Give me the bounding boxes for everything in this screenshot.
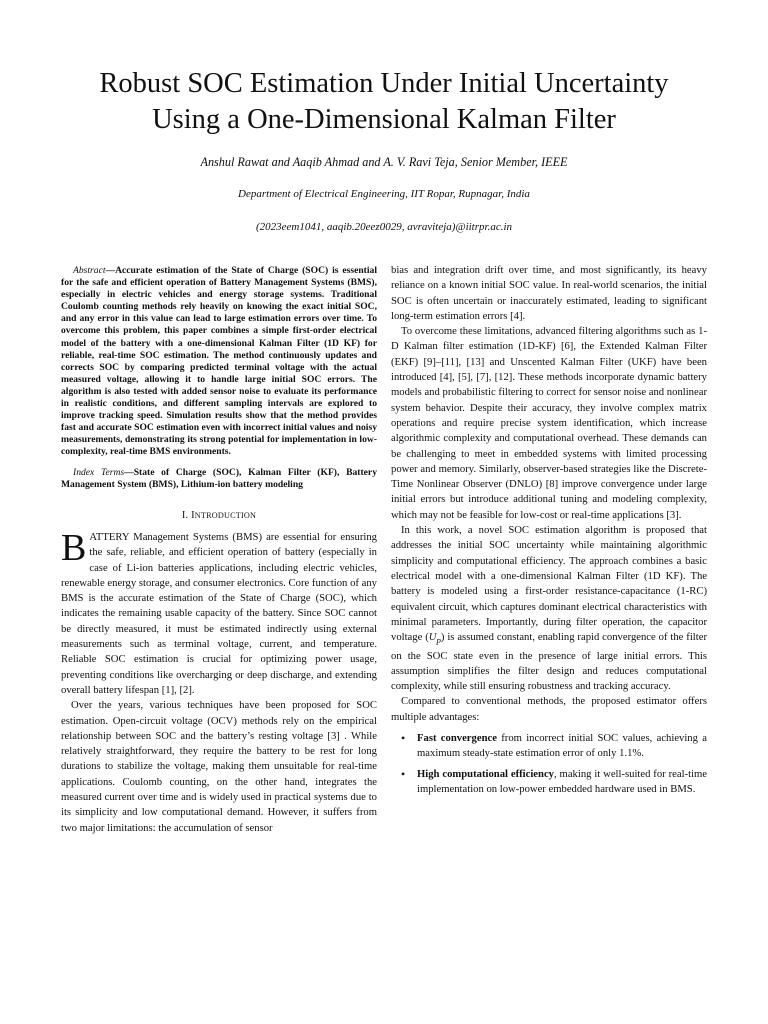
- abstract: [61, 265, 377, 459]
- author-list: Anshul Rawat and Aaqib Ahmad and A. V. Ravi Teja, Senior Member, IEEE: [200, 155, 568, 169]
- abstract-text: —Accurate estimation of the State of Charge (SOC) is essential for the safe and efficient operation of Battery Management Systems (BMS), especially in electric vehicles and energy storage systems. Traditional Coulomb counting methods rely heavily on knowing the exact initial SOC, and any error in this value can lead to large estimation errors over time. To overcome this problem, this paper combines a simple first-order electrical model of the battery with a one-dimensional Kalman Filter (1D KF) for reliable, real-time SOC estimation. The method continuously updates and corrects SOC by comparing predicted terminal voltage with the actual measured voltage, allowing it to handle large initial SOC errors. The algorithm is also tested with added sensor noise to evaluate its performance in realistic conditions, and different sampling intervals are explored to improve tracking speed. Simulation results show that the method provides fast and accurate SOC estimation even with incorrect initial values and noisy measurements, demonstrating its strong potential for implementation in low-complexity, real-time BMS environments.: [61, 265, 377, 458]
- advantage-text: from incorrect initial SOC values, achieving a maximum steady-state estimation error of only 1.1%.: [417, 733, 707, 760]
- intro-paragraph-5: Compared to conventional methods, the proposed estimator offers multiple advantages:: [391, 696, 707, 723]
- intro-p1-text: Management Systems (BMS) are essential for ensuring the safe, reliable, and efficient operation of battery (especially in case of Li-ion batteries applications, including electric vehicles, renewable energy storage, and consumer electronics. Core function of any BMS is the accurate estimation of the State of Charge (SOC), which indicates the remaining usable capacity of the battery. Since SOC cannot be directly measured, it must be estimated indirectly using external measurements such as terminal voltage, current, and temperature. Reliable SOC estimation is crucial for optimizing power usage, preventing conditions like overcharging or deep discharge, and extending overall battery lifespan [1], [2].: [61, 531, 377, 696]
- intro-paragraph-2: Over the years, various techniques have been proposed for SOC estimation. Open-circuit voltage (OCV) methods rely on the empirical relationship between SOC and the battery’s resting voltage [3] . While relatively straightforward, they require the battery to be rest for long durations to stabilize the voltage, making them unsuitable for real-time applications. Coulomb counting, on the other hand, integrates the measured current over time and is widely used in practical systems due to its simplicity and low computational demand. However, it suffers from two major limitations: the accumulation of sensor: [61, 700, 377, 834]
- title-line-2: Using a One-Dimensional Kalman Filter: [152, 104, 616, 135]
- index-terms-lead: Index Terms: [73, 466, 125, 478]
- bullet-icon: •: [401, 731, 406, 746]
- intro-paragraph-2-continued: bias and integration drift over time, and most significantly, its heavy reliance on a known initial SOC value. In real-world scenarios, the initial SOC is often uncertain or inaccurately estimated, leading to significant long-term estimation errors [4].: [391, 265, 707, 322]
- list-item: [391, 731, 707, 762]
- title-line-1: Robust SOC Estimation Under Initial Uncertainty: [99, 68, 669, 99]
- section-title-rest: NTRODUCTION: [194, 510, 257, 520]
- intro-first-word: ATTERY: [89, 531, 130, 543]
- abstract-lead: Abstract: [73, 265, 106, 276]
- left-column: [61, 263, 377, 836]
- math-subscript-p: p: [436, 635, 441, 646]
- index-terms-text: —State of Charge (SOC), Kalman Filter (KF), Battery Management System (BMS), Lithium-ion battery modeling: [61, 466, 377, 490]
- advantages-list: [391, 731, 707, 797]
- author-emails: (2023eem1041, aaqib.20eez0029, avraviteja)@iitrpr.ac.in: [255, 221, 513, 233]
- intro-paragraph-1: [61, 526, 377, 698]
- index-terms: [61, 467, 377, 491]
- right-column: [391, 263, 707, 802]
- intro-p4-part-b: ) is assumed constant, enabling rapid convergence of the filter on the SOC state even in the presence of large initial errors. This assumption simplifies the filter design and reduces computational complexity, while still ensuring robustness and tracking accuracy.: [391, 632, 707, 693]
- bullet-icon: •: [401, 766, 406, 781]
- drop-cap: B: [61, 526, 87, 569]
- math-symbol-u: U: [428, 632, 437, 644]
- section-title-cap: I: [191, 509, 195, 521]
- section-number: I.: [181, 509, 192, 521]
- intro-p4-part-a: In this work, a novel SOC estimation algorithm is proposed that addresses the initial SOC uncertainty while maintaining algorithmic simplicity and computational efficiency. The approach combines a basic electrical model with a one-dimensional Kalman Filter (1D KF). The battery is modeled using a first-order resistance-capacitance (1-RC) equivalent circuit, which captures dominant electrical characteristics with minimal parameters. Importantly, during filter operation, the capacitor voltage (: [391, 525, 707, 644]
- advantage-text: , making it well-suited for real-time implementation on low-power embedded hardware used in BMS.: [417, 768, 707, 795]
- paper-title: [40, 66, 728, 138]
- affiliation: Department of Electrical Engineering, IIT Ropar, Rupnagar, India: [238, 188, 530, 200]
- intro-paragraph-3: To overcome these limitations, advanced filtering algorithms such as 1-D Kalman filter estimation (1D-KF) [6], the Extended Kalman Filter (EKF) [9]–[11], [13] and Unscented Kalman Filter (UKF) have been introduced [4], [5], [7], [12]. These methods incorporate dynamic battery models and probabilistic filtering to correct for sensor noise and nonlinear system behavior. Despite their accuracy, they involve complex matrix operations and require precise system identification, which increase algorithmic complexity and computational overhead. These demands can be challenging to meet in embedded systems with limited processing power and memory. Similarly, observer-based strategies like the Discrete-Time Nonlinear Observer (DNLO) [8] improve convergence under large initial errors but introduce additional tuning and modeling complexity, which may not be feasible for low-cost or real-time applications [3].: [391, 326, 707, 521]
- intro-paragraph-4: [391, 523, 707, 694]
- advantage-title: Fast convergence: [417, 733, 497, 745]
- list-item: [391, 767, 707, 798]
- section-heading-introduction: [61, 508, 377, 523]
- advantage-title: High computational efficiency: [417, 768, 554, 780]
